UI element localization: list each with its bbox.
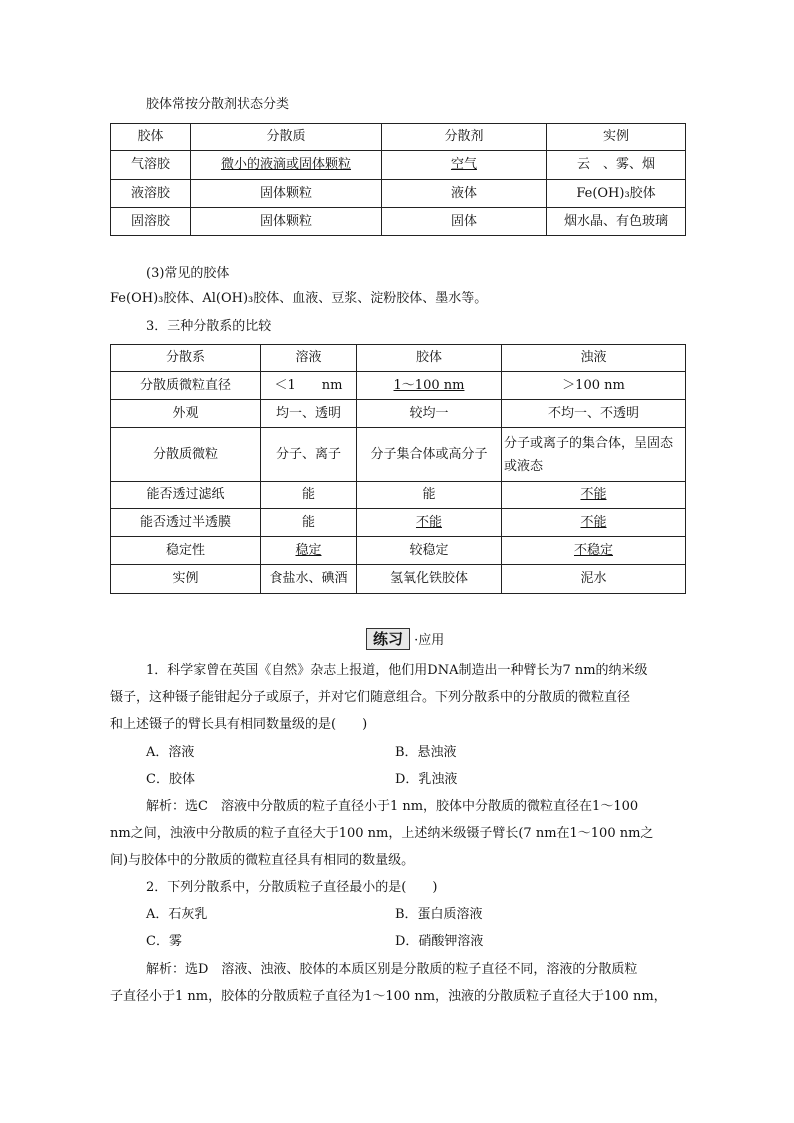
q2-analysis-line: 解析：选D 溶液、浊液、胶体的本质区别是分散质的粒子直径不同，溶液的分散质粒 [146,962,638,977]
header-cell: 浊液 [502,345,686,372]
q1-option-a: A．溶液 [146,745,195,760]
table-cell: 较稳定 [357,537,502,565]
table-cell: 固体颗粒 [191,180,382,208]
table-row [111,537,686,565]
header-cell: 胶体 [111,124,191,151]
header-cell: 分散系 [111,345,261,372]
table-cell: ＜1 nm [261,372,357,400]
header-cell: 分散剂 [382,124,547,151]
table-cell: 分子、离子 [261,428,357,482]
table-cell: 微小的液滴或固体颗粒 [191,151,382,180]
practice-label: ·应用 [414,633,445,648]
table-cell: 泥水 [502,565,686,594]
table-cell: 分散质微粒 [111,428,261,482]
practice-badge: 练习 [366,628,410,650]
q1-option-d: D．乳浊液 [395,772,458,787]
section3-heading: (3)常见的胶体 [146,266,230,281]
table-cell: 液体 [382,180,547,208]
practice-header [366,628,444,650]
q1-stem-line: 1．科学家曾在英国《自然》杂志上报道，他们用DNA制造出一种臂长为7 nm的纳米级 [146,663,648,678]
q1-stem-line: 镊子，这种镊子能钳起分子或原子，并对它们随意组合。下列分散系中的分散质的微粒直径 [110,690,631,705]
dispersion-comparison-table [110,344,686,594]
table-cell: 1～100 nm [357,372,502,400]
table-cell: 较均一 [357,400,502,428]
table-cell: 不能 [502,482,686,509]
table-cell: 固体颗粒 [191,208,382,236]
table-cell: 能 [357,482,502,509]
table-header-row [111,124,686,151]
table-cell: 分散质微粒直径 [111,372,261,400]
dispersion-classification-table [110,123,686,236]
section-compare-heading: 3．三种分散系的比较 [146,319,272,334]
table1-caption: 胶体常按分散剂状态分类 [146,97,290,112]
table-cell: 固溶胶 [111,208,191,236]
table-cell: 均一、透明 [261,400,357,428]
table-row [111,151,686,180]
table-cell: 分子集合体或高分子 [357,428,502,482]
table-cell: 氢氧化铁胶体 [357,565,502,594]
table-row [111,400,686,428]
table-cell: 分子或离子的集合体，呈固态或液态 [502,428,686,482]
table-cell: 实例 [111,565,261,594]
q1-stem-line: 和上述镊子的臂长具有相同数量级的是( ) [110,717,368,732]
table-cell: 外观 [111,400,261,428]
table-cell: 能 [261,509,357,537]
table-cell: 空气 [382,151,547,180]
table-cell: ＞100 nm [502,372,686,400]
table-row [111,428,686,482]
header-cell: 分散质 [191,124,382,151]
table-cell: 能 [261,482,357,509]
table-cell: 能否透过半透膜 [111,509,261,537]
table-cell: 能否透过滤纸 [111,482,261,509]
q2-stem: 2．下列分散系中，分散质粒子直径最小的是( ) [146,880,438,895]
table-cell: 固体 [382,208,547,236]
table-cell: 不能 [502,509,686,537]
table-cell: 不能 [357,509,502,537]
section3-content: Fe(OH)₃胶体、Al(OH)₃胶体、血液、豆浆、淀粉胶体、墨水等。 [110,291,488,306]
q2-option-d: D．硝酸钾溶液 [395,934,484,949]
q2-option-c: C．雾 [146,934,182,949]
q1-analysis-line: 间)与胶体中的分散质的微粒直径具有相同的数量级。 [110,853,415,868]
header-cell: 实例 [547,124,686,151]
table-row [111,565,686,594]
table-header-row [111,345,686,372]
header-cell: 胶体 [357,345,502,372]
q2-option-b: B．蛋白质溶液 [395,907,483,922]
table-row [111,482,686,509]
q2-option-a: A．石灰乳 [146,907,208,922]
table-row [111,372,686,400]
table-cell: 食盐水、碘酒 [261,565,357,594]
table-row [111,509,686,537]
table-cell: 不均一、不透明 [502,400,686,428]
table-cell: 液溶胶 [111,180,191,208]
table-cell: 烟水晶、有色玻璃 [547,208,686,236]
q1-option-c: C．胶体 [146,772,195,787]
table-cell: 云 、雾、烟 [547,151,686,180]
table-row [111,208,686,236]
table-cell: 不稳定 [502,537,686,565]
q1-analysis-line: 解析：选C 溶液中分散质的粒子直径小于1 nm，胶体中分散质的微粒直径在1～100 [146,799,639,814]
table-row [111,180,686,208]
table-cell: Fe(OH)₃胶体 [547,180,686,208]
table-cell: 稳定 [261,537,357,565]
q1-option-b: B．悬浊液 [395,745,457,760]
q2-analysis-line: 子直径小于1 nm，胶体的分散质粒子直径为1～100 nm，浊液的分散质粒子直径大于100 nm， [110,989,667,1004]
header-cell: 溶液 [261,345,357,372]
table-cell: 稳定性 [111,537,261,565]
q1-analysis-line: nm之间，浊液中分散质的粒子直径大于100 nm，上述纳米级镊子臂长(7 nm在1～100 nm之 [110,826,654,841]
table-cell: 气溶胶 [111,151,191,180]
